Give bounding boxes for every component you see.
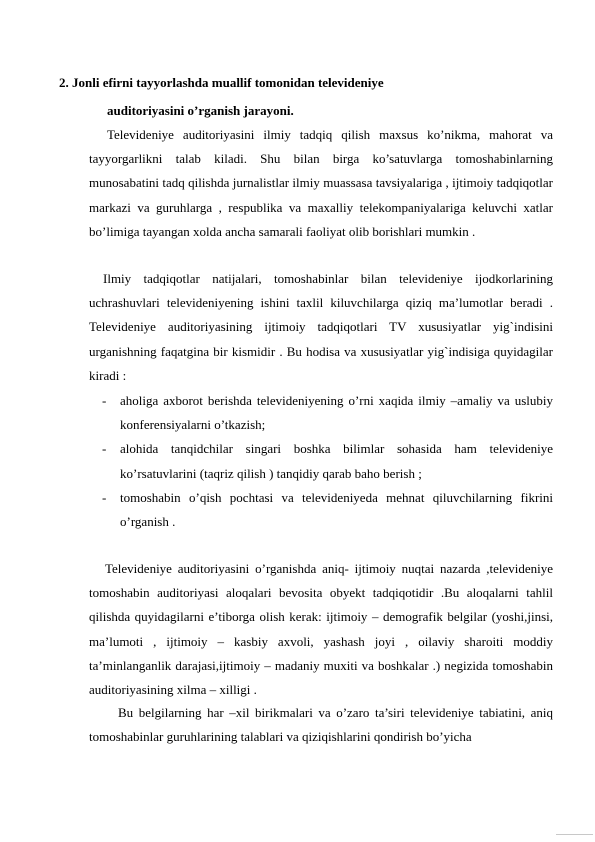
paragraph-4: Bu belgilarning har –xil birikmalari va o’zaro ta’siri televideniye tabiatini, aniq tomoshabinlar guruhlarining talablari va qiziqishlarini qondirish bo’yicha <box>89 705 553 745</box>
bullet-marker: - <box>102 441 107 457</box>
list-item-text: alohida tanqidchilar singari boshka bilimlar sohasida ham televideniye ko’rsatuvlarini (taqriz qilish ) tanqidiy qarab baho berish ; <box>120 441 553 481</box>
bullet-marker: - <box>102 393 107 408</box>
paragraph-3: Televideniye auditoriyasini o’rganishda aniq- ijtimoiy nuqtai nazarda ,televideniye tomoshabin auditoriyasi aloqalari bevosita obyekt tadqiqotidir .Bu aloqalarni tahlil qilishda quyidagilarni e’tiborga olish kerak: ijtimoiy – demografik belgilar (yoshi,jinsi, ma’lumoti , ijtimoiy – kasbiy axvoli, yashash joyi , oilaviy sharoiti moddiy ta’minlanganlik darajasi,ijtimoiy – madaniy muxiti va boshkalar .) negizida tomoshabin auditoriyasining xilma – xilligi . <box>89 561 553 698</box>
list-item-text: tomoshabin o’qish pochtasi va televideniyeda mehnat qiluvchilarning fikrini o’rganish . <box>120 489 553 530</box>
paragraph-2: Ilmiy tadqiqotlar natijalari, tomoshabinlar bilan televideniye ijodkorlarining uchrashuvlari televideniyening ishini taxlil kiluvchilarga qiziq ma’lumotlar beradi . Televideniye auditoriyasining ijtimoiy tadqiqotlari TV xususiyatlar yig`indisini urganishning faqatgina bir kismidir . Bu hodisa va xususiyatlar yig`indisiga quyidagilar kiradi : <box>89 271 553 383</box>
section-heading-line-1: 2. Jonli efirni tayyorlashda muallif tomonidan televideniye <box>59 75 384 90</box>
list-item <box>89 389 553 437</box>
section-heading-line-2: auditoriyasini o’rganish jarayoni. <box>107 103 294 118</box>
footer-divider <box>556 834 593 835</box>
list-item-text: aholiga axborot berishda televideniyening o’rni xaqida ilmiy –amaliy va uslubiy konferensiyalarni o’tkazish; <box>120 393 553 433</box>
bullet-list <box>89 389 553 534</box>
list-item <box>89 486 553 534</box>
list-item <box>89 437 553 485</box>
paragraph-1: Televideniye auditoriyasini ilmiy tadqiq qilish maxsus ko’nikma, mahorat va tayyorgarlikni talab kiladi. Shu bilan birga ko’satuvlarga tomoshabinlarning munosabatini tadq qilishda jurnalistlar ilmiy muassasa tavsiyalariga , ijtimoiy tadqiqotlar markazi va guruhlarga , respublika va maxalliy telekompaniyalariga keluvchi xatlar bo’limiga tayangan xolda ancha samarali faoliyat olib borishlari mumkin . <box>89 127 553 239</box>
bullet-marker: - <box>102 489 107 505</box>
